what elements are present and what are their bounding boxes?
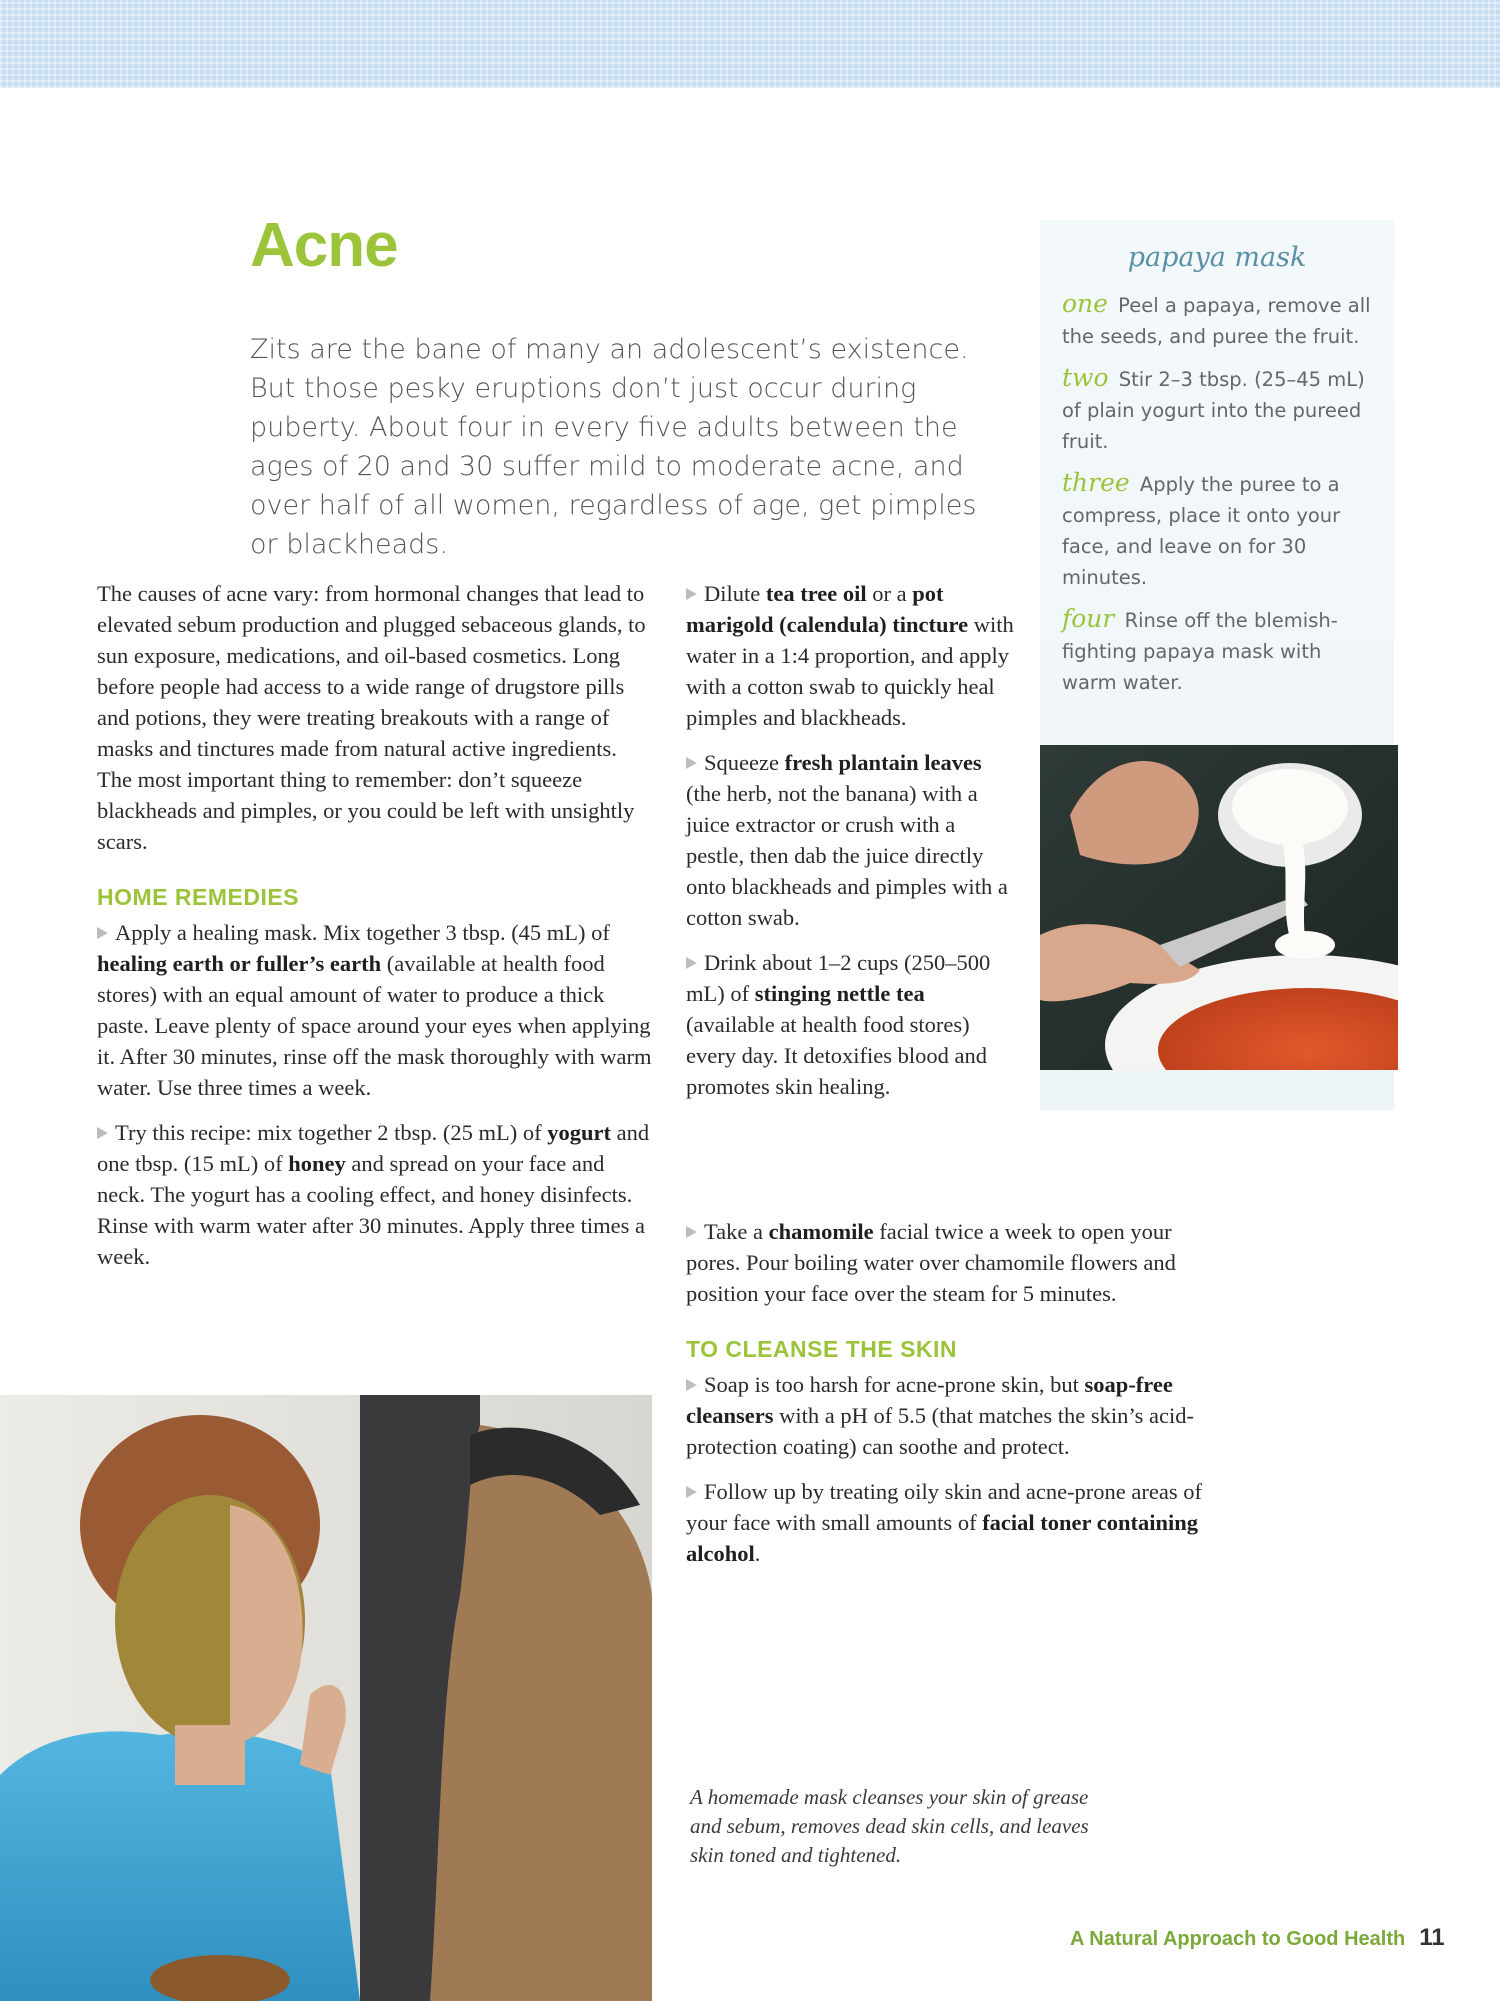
clay-mask-photo — [0, 1395, 652, 2001]
remedy-item: Follow up by treating oily skin and acne-prone areas of your face with small amounts of facial toner containing alcohol. — [686, 1476, 1226, 1569]
remedy-item: Apply a healing mask. Mix together 3 tbsp. (45 mL) of healing earth or fuller’s earth (available at health food stores) with an equal amount of water to produce a thick paste. Leave plenty of space around your eyes when applying it. After 30 minutes, rinse off the mask thoroughly with warm water. Use three times a week. — [97, 917, 657, 1103]
left-column — [97, 578, 657, 1286]
intro-paragraph: Zits are the bane of many an adolescent’s existence. But those pesky eruptions don’t just occur during puberty. About four in every five adults between the ages of 20 and 30 suffer mild to moderate acne, and over half of all women, regardless of age, get pimples or blackheads. — [250, 334, 977, 560]
remedy-item: Soap is too harsh for acne-prone skin, but soap-free cleansers with a pH of 5.5 (that matches the skin’s acid-protection coating) can soothe and protect. — [686, 1369, 1226, 1462]
recipe-step: four Rinse off the blemish-fighting papaya mask with warm water. — [1062, 604, 1338, 694]
recipe-step: three Apply the puree to a compress, place it onto your face, and leave on for 30 minutes. — [1062, 468, 1341, 589]
remedy-item: Drink about 1–2 cups (250–500 mL) of stinging nettle tea (available at health food stores) every day. It detoxifies blood and promotes skin healing. — [686, 947, 1016, 1102]
sidebar-title: papaya mask — [1127, 242, 1307, 273]
home-remedies-heading: HOME REMEDIES — [97, 884, 300, 910]
remedy-item: Squeeze fresh plantain leaves (the herb, not the banana) with a juice extractor or crush with a pestle, then dab the juice directly onto blackheads and pimples with a cotton swab. — [686, 747, 1016, 933]
causes-paragraph: The causes of acne vary: from hormonal changes that lead to elevated sebum production and plugged sebaceous glands, to sun exposure, medications, and oil-based cosmetics. Long before people had access to a wide range of drugstore pills and potions, they were treating breakouts with a range of masks and tinctures made from natural active ingredients. The most important thing to remember: don’t squeeze blackheads and pimples, or you could be left with unsightly scars. — [97, 581, 646, 854]
page-number: 11 — [1419, 1924, 1445, 1951]
remedy-item: Try this recipe: mix together 2 tbsp. (25 mL) of yogurt and one tbsp. (15 mL) of honey and spread on your face and neck. The yogurt has a cooling effect, and honey disinfects. Rinse with warm water after 30 minutes. Apply three times a week. — [97, 1117, 657, 1272]
right-lower-column — [686, 1216, 1226, 1583]
remedy-item: Take a chamomile facial twice a week to open your pores. Pour boiling water over chamomile flowers and position your face over the steam for 5 minutes. — [686, 1216, 1226, 1309]
running-footer-text: A Natural Approach to Good Health — [1070, 1928, 1406, 1950]
middle-column — [686, 578, 1016, 1116]
page-footer — [1070, 1924, 1450, 1952]
yogurt-papaya-photo — [1040, 745, 1398, 1070]
cleanse-skin-heading: TO CLEANSE THE SKIN — [686, 1336, 958, 1362]
recipe-step: two Stir 2–3 tbsp. (25–45 mL) of plain yogurt into the pureed fruit. — [1062, 363, 1365, 453]
recipe-step: one Peel a papaya, remove all the seeds, and puree the fruit. — [1062, 289, 1371, 348]
top-texture-band — [0, 0, 1500, 88]
recipe-steps — [1062, 288, 1380, 708]
remedy-item: Dilute tea tree oil or a pot marigold (calendula) tincture with water in a 1:4 proportion, and apply with a cotton swab to quickly heal pimples and blackheads. — [686, 578, 1016, 733]
photo-caption: A homemade mask cleanses your skin of grease and sebum, removes dead skin cells, and leaves skin toned and tightened. — [690, 1785, 1089, 1867]
page-title: Acne — [250, 211, 398, 280]
